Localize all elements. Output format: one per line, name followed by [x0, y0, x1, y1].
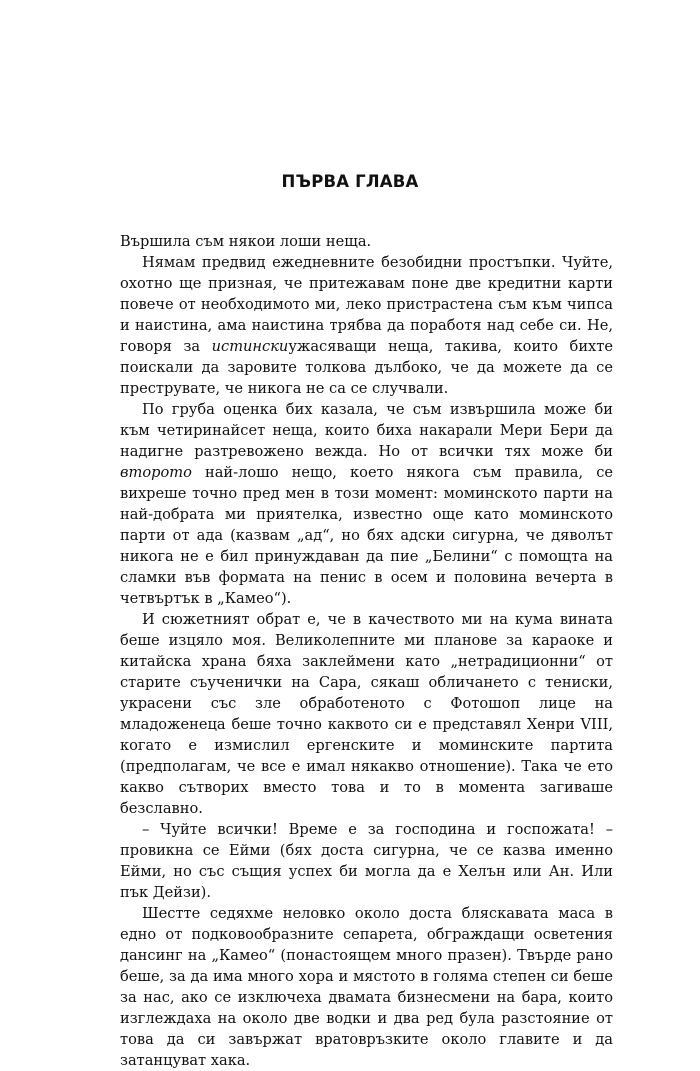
paragraph-2-text-before: Нямам предвид ежедневните безобидни простъпки. Чуйте, охотно ще призная, че притежавам поне две кредитни карти повече от необходимото ми, леко пристрастена съм към чипса и наистина, ама наистина трябва да поработя над себе си. Не, говоря за [120, 254, 613, 355]
paragraph-3-emphasis: второто [120, 464, 192, 481]
paragraph-2-text-after: ужасяващи неща, такива, които бихте поискали да заровите толкова дълбоко, че да можете да се преструвате, че никога не са се случвали. [120, 338, 613, 397]
paragraph-5: – Чуйте всички! Време е за господина и госпожата! – провикна се Ейми (бях доста сигурна, че се казва именно Ейми, но със същия успех би могла да е Хелън или Ан. Или пък Дейзи). [120, 821, 613, 901]
paragraph-6: Шестте седяхме неловко около доста бляскавата маса в едно от подковообразните сепарета, обграждащи осветения дансинг на „Камео“ (понастоящем много празен). Твърде рано беше, за да има много хора и мястото в голяма степен си беше за нас, ако се изключеха двамата бизнесмени на бара, които изглеждаха на около две водки и два ред була разстояние от това да си завържат вратовръзките около главите и да затанцуват хака. [120, 905, 613, 1069]
paragraph-3 [120, 399, 613, 609]
paragraph-1: Вършила съм някои лоши неща. [120, 233, 372, 250]
chapter-title: ПЪРВА ГЛАВА [281, 172, 419, 191]
paragraph-2 [120, 252, 613, 399]
paragraph-4: И сюжетният обрат е, че в качеството ми на кума вината беше изцяло моя. Великолепните ми планове за караоке и китайска храна бяха заклеймени като „нетрадиционни“ от старите съученички на Сара, сякаш обличането с тениски, украсени със зле обработеното с Фотошоп лице на младоженеца беше точно каквото си е представял Хенри VIII, когато е измислил ергенските и моминските партита (предполагам, че все е имал някакво отношение). Така че ето какво сътворих вместо това и то в момента загиваше безславно. [120, 611, 613, 817]
paragraph-3-text-after: най-лошо нещо, което някога съм правила, се вихреше точно пред мен в този момент: моминското парти на най-добрата ми приятелка, известно още като моминското парти от ада (казвам „ад“, но бях адски сигурна, че дяволът никога не е бил принуждаван да пие „Белини“ с помощта на сламки във формата на пенис в осем и половина вечерта в четвъртък в „Камео“). [120, 464, 613, 607]
paragraph-2-emphasis: истински [211, 338, 289, 355]
chapter-body [120, 231, 613, 1071]
paragraph-3-text-before: По груба оценка бих казала, че съм извършила може би към четиринайсет неща, които биха накарали Мери Бери да надигне разтревожено вежда. Но от всички тях може би [120, 401, 613, 460]
